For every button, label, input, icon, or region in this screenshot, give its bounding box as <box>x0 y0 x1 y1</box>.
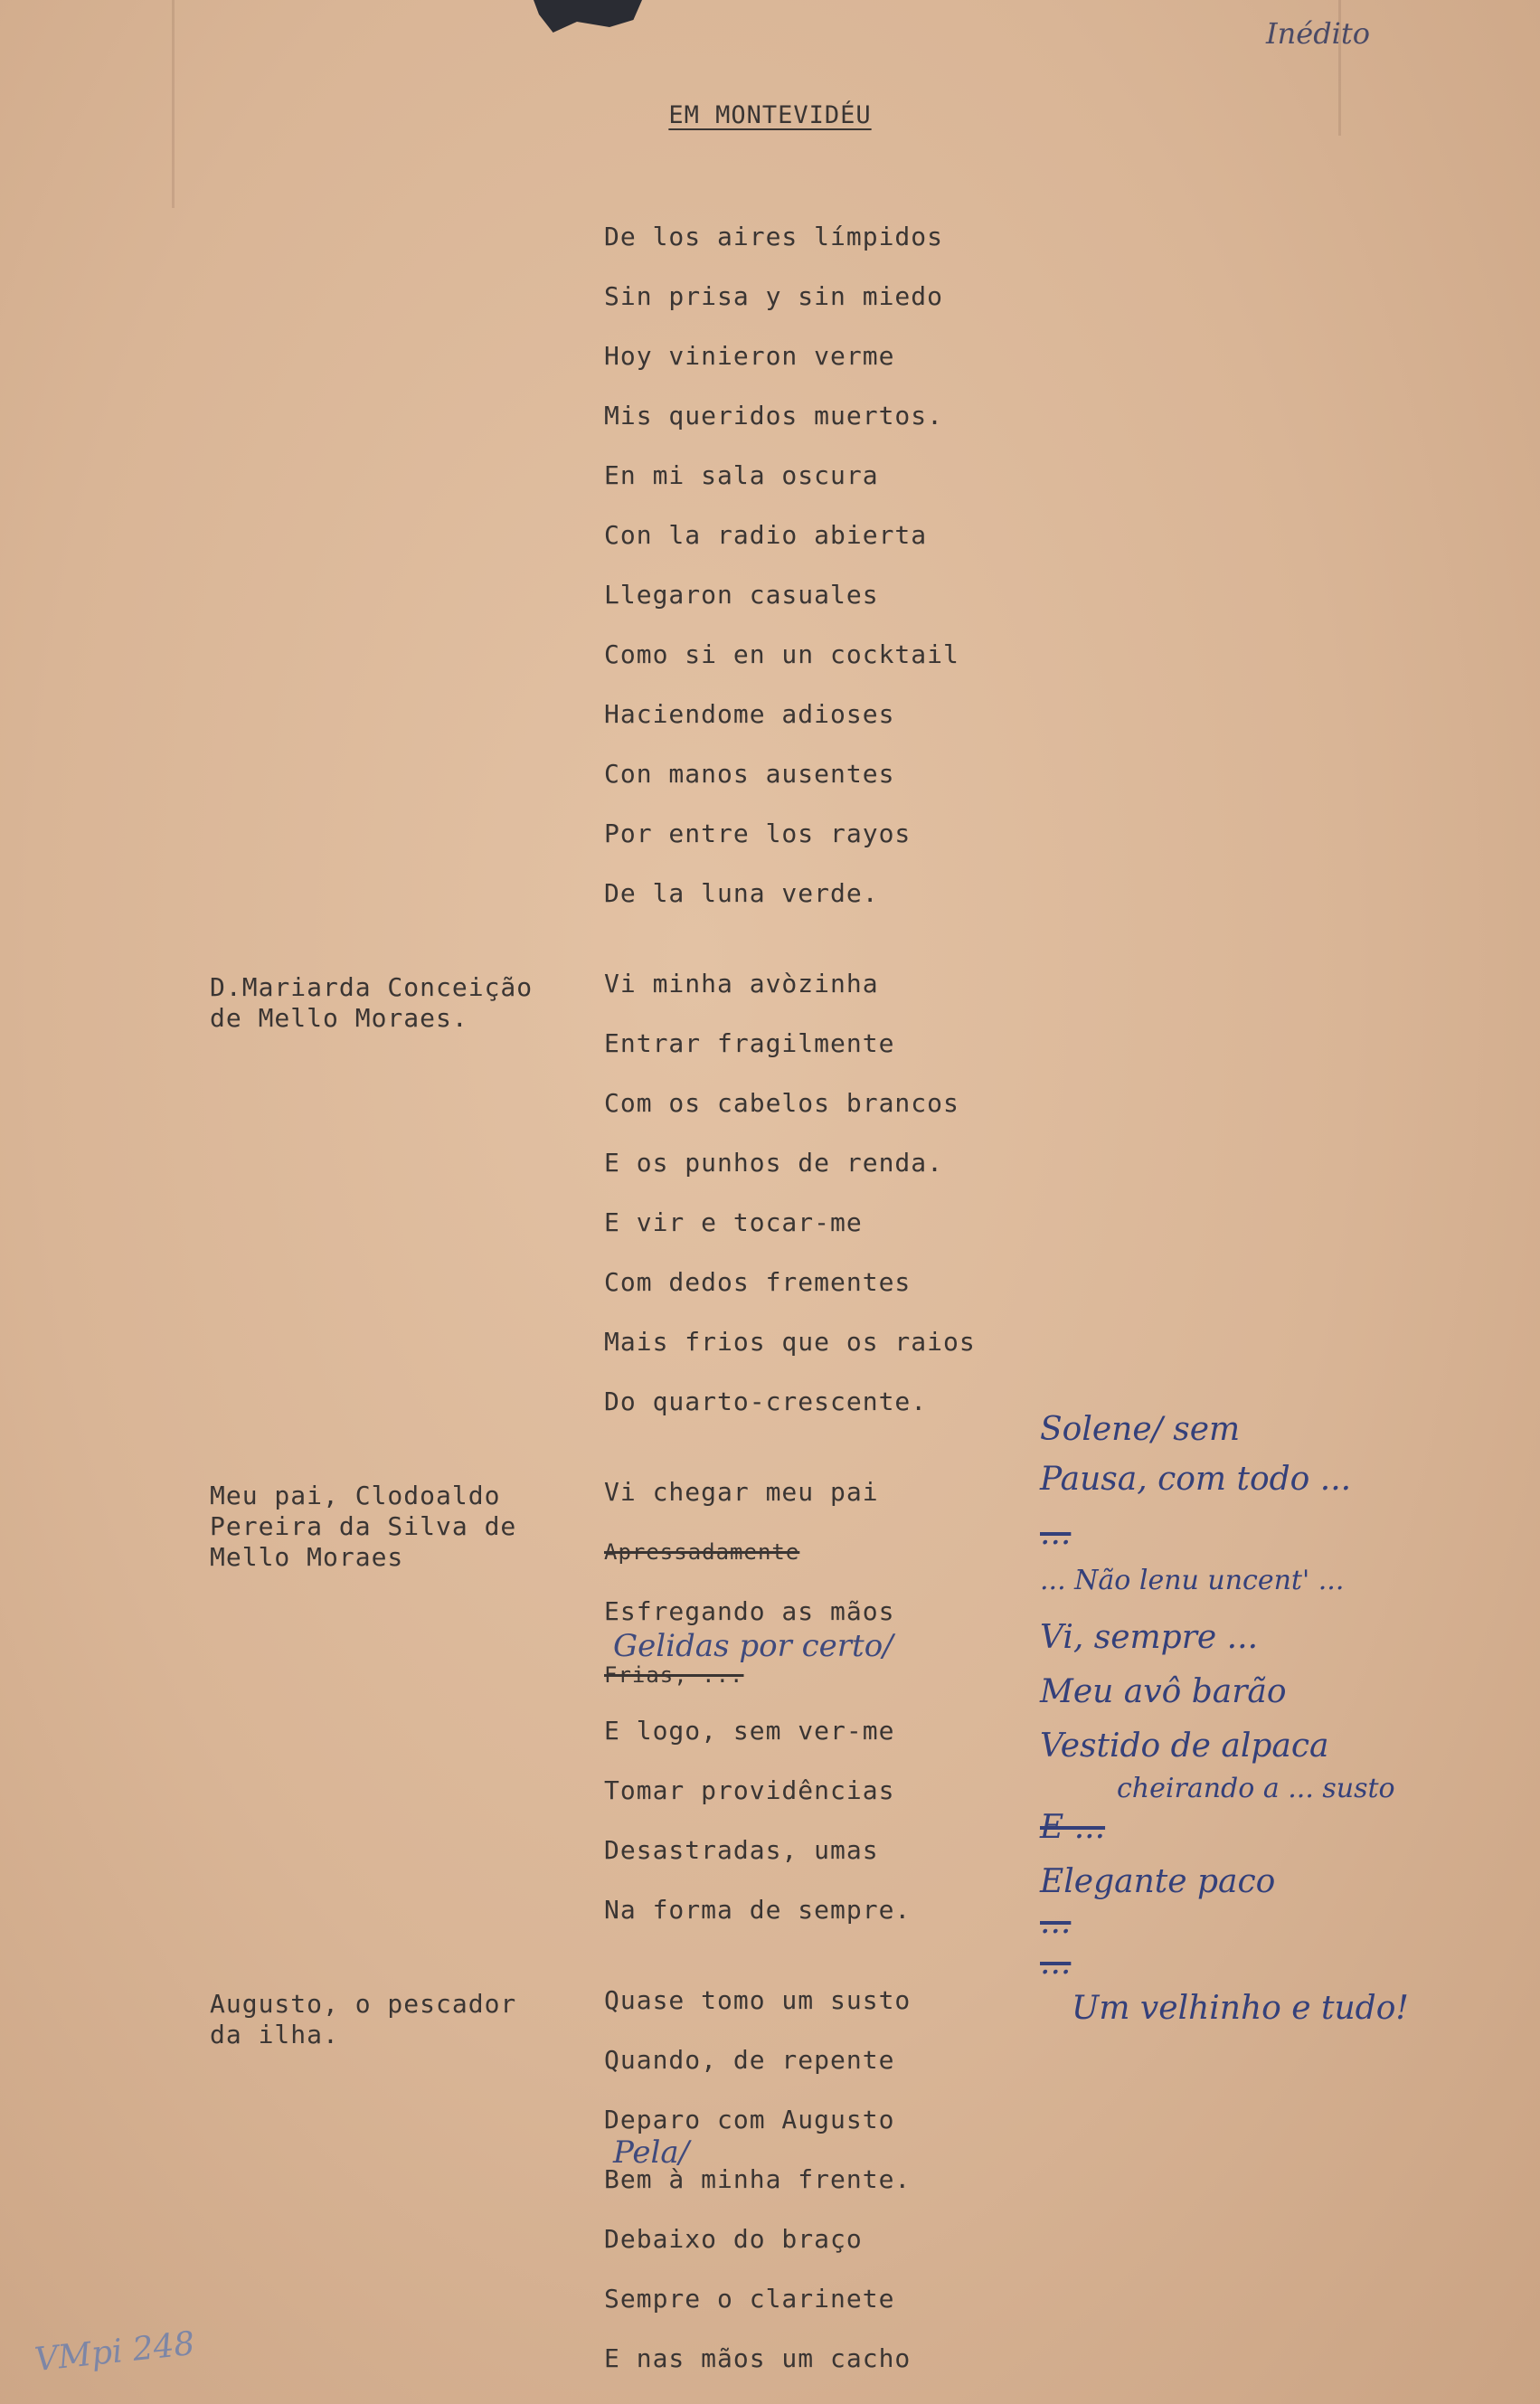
margin-note-struck: ... <box>1040 1904 1072 1941</box>
margin-note-line: Pausa, com todo ... <box>1040 1461 1352 1498</box>
poem-line: Deparo com Augusto <box>604 2105 895 2134</box>
margin-note-struck: ... <box>1040 1945 1072 1982</box>
poem-line: En mi sala oscura <box>604 460 879 490</box>
poem-line: Bem à minha frente. <box>604 2164 912 2194</box>
margin-note-line: cheirando a ... susto <box>1117 1773 1395 1804</box>
margin-note-line: Vi, sempre ... <box>1040 1619 1259 1656</box>
poem-line: Entrar fragilmente <box>604 1028 895 1058</box>
archive-mark: VMpi 248 <box>33 2324 197 2380</box>
poem-line: Quando, de repente <box>604 2045 895 2075</box>
poem-line: Vi chegar meu pai <box>604 1477 879 1507</box>
poem-line: Do quarto-crescente. <box>604 1387 928 1416</box>
poem-title: EM MONTEVIDÉU <box>668 101 872 129</box>
poem-line-struck: Apressadamente <box>604 1539 800 1565</box>
margin-note-line: Vestido de alpaca <box>1040 1727 1329 1765</box>
margin-note-line: Elegante paco <box>1040 1863 1276 1900</box>
poem-line: Na forma de sempre. <box>604 1895 912 1925</box>
poem-line: Quase tomo um susto <box>604 1985 912 2015</box>
side-caption: Meu pai, Clodoaldo Pereira da Silva de Mello Moraes <box>210 1481 517 1572</box>
poem-line: Sempre o clarinete <box>604 2284 895 2314</box>
poem-line: Mais frios que os raios <box>604 1327 976 1357</box>
margin-note-line: Um velhinho e tudo! <box>1072 1990 1409 2027</box>
margin-note-line: Meu avô barão <box>1040 1673 1287 1710</box>
margin-note-line: Solene/ sem <box>1040 1411 1241 1448</box>
poem-line: De la luna verde. <box>604 878 879 908</box>
poem-line: Mis queridos muertos. <box>604 401 944 431</box>
poem-line: Haciendome adioses <box>604 699 895 729</box>
poem-line: E vir e tocar-me <box>604 1207 863 1237</box>
poem-line: E nas mãos um cacho <box>604 2343 912 2373</box>
poem-line-struck: Frias, ... <box>604 1662 744 1688</box>
poem-line: Vi minha avòzinha <box>604 969 879 999</box>
poem-line: Como si en un cocktail <box>604 639 959 669</box>
margin-note-line: ... Não lenu uncent' ... <box>1040 1565 1345 1596</box>
poem-line: E os punhos de renda. <box>604 1148 944 1178</box>
poem-line: Com os cabelos brancos <box>604 1088 959 1118</box>
poem-line: Con la radio abierta <box>604 520 928 550</box>
corner-note: Inédito <box>1266 16 1371 51</box>
poem-line: Por entre los rayos <box>604 819 912 848</box>
poem-line: Debaixo do braço <box>604 2224 863 2254</box>
poem-line: Com dedos frementes <box>604 1267 912 1297</box>
poem-line: Tomar providências <box>604 1775 895 1805</box>
poem-line: Con manos ausentes <box>604 759 895 789</box>
side-caption: Augusto, o pescador da ilha. <box>210 1989 517 2049</box>
handwritten-insertion: Gelidas por certo/ <box>613 1628 893 1664</box>
paper-tear <box>534 0 642 36</box>
handwritten-insertion: Pela/ <box>613 2134 690 2171</box>
poem-line: Sin prisa y sin miedo <box>604 281 944 311</box>
poem-line: Hoy vinieron verme <box>604 341 895 371</box>
poem-line: Desastradas, umas <box>604 1835 879 1865</box>
poem-line: Esfregando as mãos <box>604 1596 895 1626</box>
poem-line: E logo, sem ver-me <box>604 1716 895 1746</box>
margin-note-struck: ... <box>1040 1515 1072 1552</box>
poem-line: Llegaron casuales <box>604 580 879 610</box>
poem-line: De los aires límpidos <box>604 222 944 251</box>
margin-note-struck: E ... <box>1040 1809 1106 1846</box>
side-caption: D.Mariarda Conceição de Mello Moraes. <box>210 972 534 1033</box>
